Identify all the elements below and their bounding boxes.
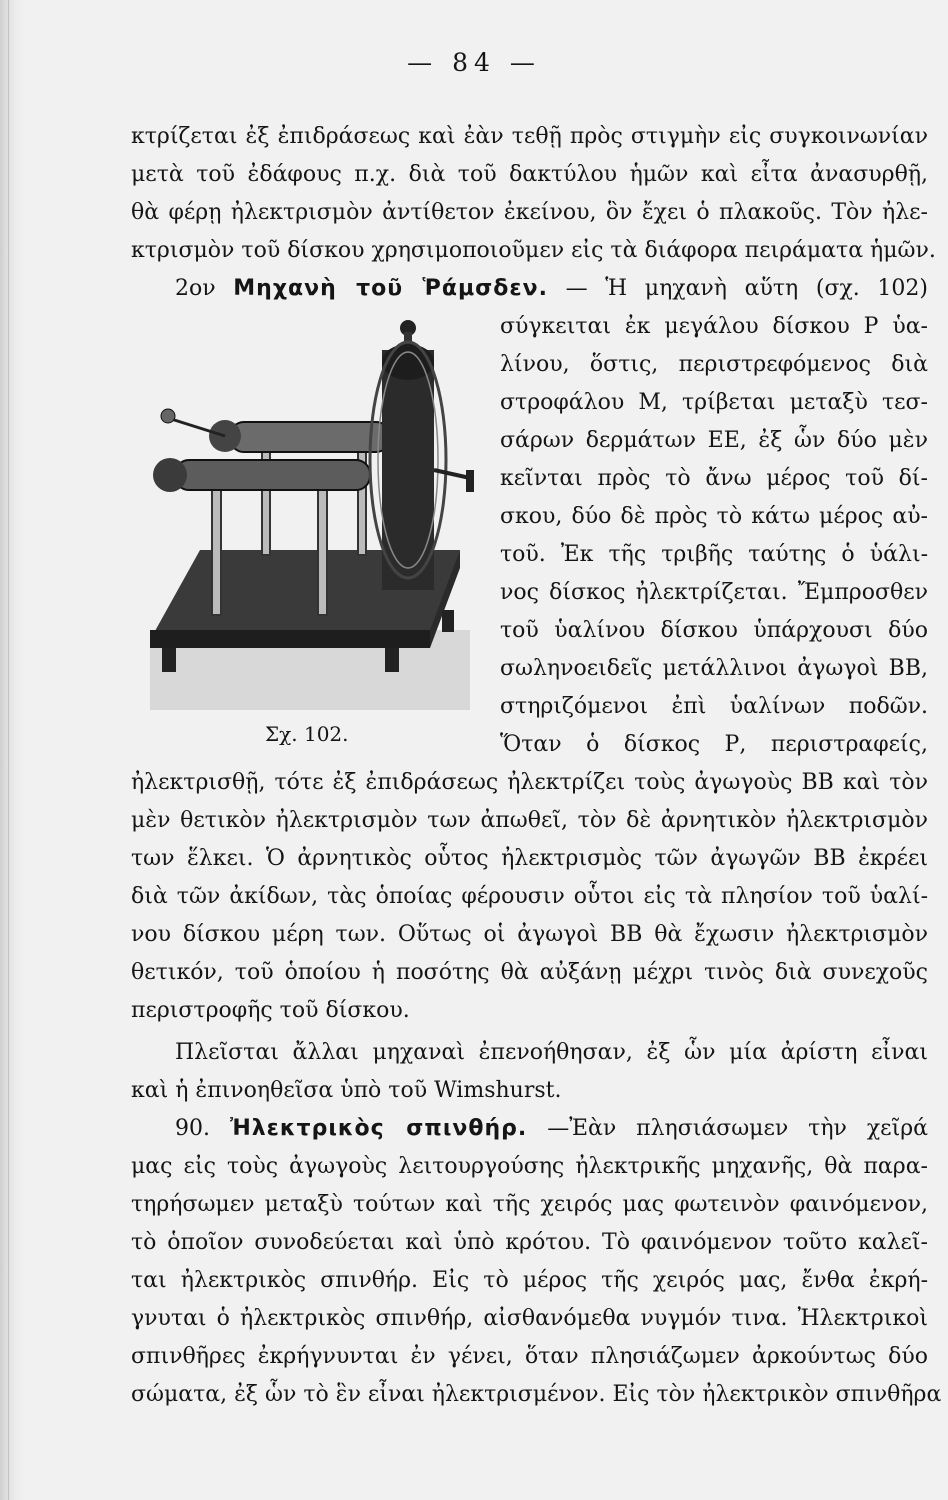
figure-caption: Σχ. 102. [265,722,349,746]
text-line: σκου, δύο δὲ πρὸς τὸ κάτω μέρος αὐ- [500,504,928,529]
text-line: σάρων δερμάτων ΕΕ, ἐξ ὧν δύο μὲν [500,428,928,453]
text-line: μας εἰς τοὺς ἀγωγοὺς λειτουργούσης ἠλεκτρικῆς μηχανῆς, θὰ παρα- [131,1154,928,1179]
text-line: τὸ ὁποῖον συνοδεύεται καὶ ὑπὸ κρότου. Τὸ φαινόμενον τοῦτο καλεῖ- [131,1230,928,1255]
text-line: θὰ φέρῃ ἠλεκτρισμὸν ἀντίθετον ἐκείνου, ὃν ἔχει ὁ πλακοῦς. Τὸν ἠλε- [131,200,928,225]
section-heading: Ἠλεκτρικὸς σπινθήρ. [229,1116,528,1141]
text-line: λίνου, ὅστις, περιστρεφόμενος διὰ [500,352,928,377]
section-number: 2ον [175,276,216,301]
text-line: τηρήσωμεν μεταξὺ τούτων καὶ τῆς χειρός μας φωτεινὸν φαινόμενον, [131,1192,928,1217]
text-line: Ὅταν ὁ δίσκος Ρ, περιστραφείς, [500,732,928,757]
page-edge [0,0,26,1500]
text-line: ἠλεκτρισθῇ, τότε ἐξ ἐπιδράσεως ἠλεκτρίζει τοὺς ἀγωγοὺς ΒΒ καὶ τὸν [131,770,928,795]
text-line: νου δίσκου μέρη των. Οὕτως οἱ ἀγωγοὶ ΒΒ θὰ ἔχωσιν ἠλεκτρισμὸν [131,922,928,947]
page-number: — 84 — [407,48,541,77]
text-line: κτρίζεται ἐξ ἐπιδράσεως καὶ ἐὰν τεθῇ πρὸς στιγμὴν εἰς συγκοινωνίαν [131,124,928,149]
text-line: διὰ τῶν ἀκίδων, τὰς ὁποίας φέρουσιν οὗτοι εἰς τὰ πλησίον τοῦ ὑαλί- [131,884,928,909]
text-line: των ἕλκει. Ὁ ἀρνητικὸς οὗτος ἠλεκτρισμὸς τῶν ἀγωγῶν ΒΒ ἐκρέει [131,846,928,871]
text-line: στηριζόμενοι ἐπὶ ὑαλίνων ποδῶν. [500,694,928,719]
section-90-line [175,1114,928,1144]
text-line: νος δίσκος ἠλεκτρίζεται. Ἔμπροσθεν [500,580,928,605]
text-line: γνυται ὁ ἠλεκτρικὸς σπινθήρ, αἰσθανόμεθα νυγμόν τινα. Ἠλεκτρικοὶ [131,1306,928,1331]
text-line: καὶ ἡ ἐπινοηθεῖσα ὑπὸ τοῦ Wimshurst. [131,1078,562,1103]
text-line: κεῖνται πρὸς τὸ ἄνω μέρος τοῦ δί- [500,466,928,491]
section-text: —Ἐὰν πλησιάσωμεν τὴν χεῖρά [547,1116,928,1141]
page-fold-line [8,0,9,1500]
section-text: — Ἡ μηχανὴ αὕτη (σχ. 102) [565,276,928,301]
ramsden-machine-illustration [140,310,480,730]
text-line: σώματα, ἐξ ὧν τὸ ἓν εἶναι ἠλεκτρισμένον. Εἰς τὸν ἠλεκτρικὸν σπινθῆρα [131,1382,942,1407]
text-line: τοῦ ὑαλίνου δίσκου ὑπάρχουσι δύο [500,618,928,643]
section-heading: Μηχανὴ τοῦ Ῥάμσδεν. [233,276,548,301]
section-number: 90. [175,1116,210,1141]
text-line: στροφάλου Μ, τρίβεται μεταξὺ τεσ- [500,390,928,415]
text-line: σύγκειται ἐκ μεγάλου δίσκου Ρ ὑα- [500,314,928,339]
text-line: μὲν θετικὸν ἠλεκτρισμὸν των ἀπωθεῖ, τὸν δὲ ἀρνητικὸν ἠλεκτρισμὸν [131,808,928,833]
text-line: ται ἠλεκτρικὸς σπινθήρ. Εἰς τὸ μέρος τῆς χειρός μας, ἔνθα ἐκρή- [131,1268,928,1293]
text-line: κτρισμὸν τοῦ δίσκου χρησιμοποιοῦμεν εἰς τὰ διάφορα πειράματα ἡμῶν. [131,238,936,263]
text-line: περιστροφῆς τοῦ δίσκου. [131,998,410,1023]
text-line: μετὰ τοῦ ἐδάφους π.χ. διὰ τοῦ δακτύλου ἡμῶν καὶ εἶτα ἀνασυρθῇ, [131,162,928,187]
text-line: σωληνοειδεῖς μετάλλινοι ἀγωγοὶ ΒΒ, [500,656,928,681]
text-line: θετικόν, τοῦ ὁποίου ἡ ποσότης θὰ αὐξάνῃ μέχρι τινὸς διὰ συνεχοῦς [131,960,928,985]
text-line: τοῦ. Ἐκ τῆς τριβῆς ταύτης ὁ ὑάλι- [500,542,928,567]
section-2-line [175,274,928,304]
text-line: Πλεῖσται ἄλλαι μηχαναὶ ἐπενοήθησαν, ἐξ ὧν μία ἀρίστη εἶναι [175,1040,928,1065]
text-line: σπινθῆρες ἐκρήγνυνται ἐν γένει, ὅταν πλησιάζωμεν ἀρκούντως δύο [131,1344,928,1369]
